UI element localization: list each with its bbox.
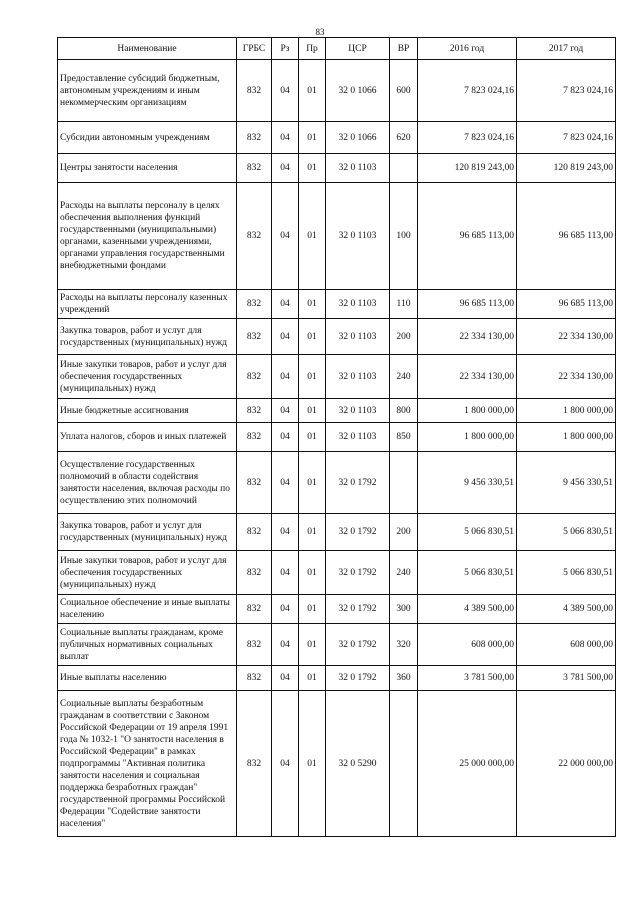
table-cell-name: Иные выплаты населению — [58, 666, 237, 691]
table-cell-2016: 22 334 130,00 — [418, 355, 517, 399]
table-row — [58, 290, 616, 319]
table-cell-2017: 1 800 000,00 — [517, 423, 616, 452]
table-cell-2017: 5 066 830,51 — [517, 514, 616, 551]
table-row — [58, 595, 616, 624]
table-cell-csr: 32 0 1103 — [326, 399, 390, 423]
table-cell-csr: 32 0 1792 — [326, 551, 390, 595]
table-row — [58, 666, 616, 691]
table-cell-rz: 04 — [272, 595, 299, 624]
table-cell-2017: 22 334 130,00 — [517, 319, 616, 355]
table-row — [58, 452, 616, 514]
table-cell-pr: 01 — [299, 551, 326, 595]
table-cell-rz: 04 — [272, 691, 299, 837]
table-cell-grbs: 832 — [237, 60, 272, 122]
table-cell-rz: 04 — [272, 122, 299, 154]
table-cell-grbs: 832 — [237, 154, 272, 183]
table-cell-csr: 32 0 1103 — [326, 183, 390, 290]
table-cell-name: Иные закупки товаров, работ и услуг для обеспечения государственных (муниципальных) нужд — [58, 551, 237, 595]
table-cell-2017: 7 823 024,16 — [517, 122, 616, 154]
col-header-grbs: ГРБС — [237, 38, 272, 60]
table-cell-pr: 01 — [299, 60, 326, 122]
table-cell-pr: 01 — [299, 452, 326, 514]
table-cell-grbs: 832 — [237, 624, 272, 666]
table-cell-csr: 32 0 1103 — [326, 154, 390, 183]
table-cell-rz: 04 — [272, 355, 299, 399]
table-cell-2016: 96 685 113,00 — [418, 290, 517, 319]
table-cell-grbs: 832 — [237, 355, 272, 399]
table-cell-vr: 800 — [390, 399, 418, 423]
table-cell-name: Центры занятости населения — [58, 154, 237, 183]
table-row — [58, 154, 616, 183]
table-cell-vr: 110 — [390, 290, 418, 319]
table-cell-name: Уплата налогов, сборов и иных платежей — [58, 423, 237, 452]
header-row — [58, 38, 616, 60]
table-cell-grbs: 832 — [237, 122, 272, 154]
table-cell-2017: 96 685 113,00 — [517, 290, 616, 319]
table-cell-name: Социальные выплаты гражданам, кроме публичных нормативных социальных выплат — [58, 624, 237, 666]
budget-table — [57, 37, 616, 837]
table-cell-csr: 32 0 1103 — [326, 290, 390, 319]
col-header-2016: 2016 год — [418, 38, 517, 60]
table-row — [58, 399, 616, 423]
table-cell-2017: 3 781 500,00 — [517, 666, 616, 691]
table-cell-name: Закупка товаров, работ и услуг для государственных (муниципальных) нужд — [58, 514, 237, 551]
table-cell-csr: 32 0 1792 — [326, 666, 390, 691]
table-cell-rz: 04 — [272, 290, 299, 319]
table-cell-2017: 5 066 830,51 — [517, 551, 616, 595]
table-cell-name: Субсидии автономным учреждениям — [58, 122, 237, 154]
table-cell-vr: 240 — [390, 551, 418, 595]
table-cell-pr: 01 — [299, 691, 326, 837]
table-cell-pr: 01 — [299, 319, 326, 355]
table-cell-2016: 5 066 830,51 — [418, 551, 517, 595]
table-cell-rz: 04 — [272, 624, 299, 666]
table-cell-2017: 96 685 113,00 — [517, 183, 616, 290]
table-cell-vr — [390, 691, 418, 837]
table-cell-2017: 22 000 000,00 — [517, 691, 616, 837]
table-cell-pr: 01 — [299, 595, 326, 624]
table-cell-2016: 5 066 830,51 — [418, 514, 517, 551]
table-cell-rz: 04 — [272, 399, 299, 423]
table-row — [58, 624, 616, 666]
table-cell-name: Расходы на выплаты персоналу в целях обеспечения выполнения функций государственными (муниципальными) органами, казенными учреждениями, органами управления государственными внебюджетными фондами — [58, 183, 237, 290]
table-cell-vr: 200 — [390, 319, 418, 355]
table-cell-pr: 01 — [299, 399, 326, 423]
table-cell-2016: 120 819 243,00 — [418, 154, 517, 183]
table-row — [58, 355, 616, 399]
table-cell-vr: 300 — [390, 595, 418, 624]
table-cell-2016: 9 456 330,51 — [418, 452, 517, 514]
table-cell-rz: 04 — [272, 452, 299, 514]
table-cell-pr: 01 — [299, 154, 326, 183]
table-cell-vr: 360 — [390, 666, 418, 691]
table-cell-pr: 01 — [299, 423, 326, 452]
table-cell-2017: 608 000,00 — [517, 624, 616, 666]
table-cell-csr: 32 0 5290 — [326, 691, 390, 837]
table-cell-2016: 7 823 024,16 — [418, 60, 517, 122]
table-row — [58, 423, 616, 452]
table-cell-2016: 1 800 000,00 — [418, 399, 517, 423]
table-cell-vr: 100 — [390, 183, 418, 290]
col-header-rz: Рз — [272, 38, 299, 60]
table-cell-csr: 32 0 1792 — [326, 514, 390, 551]
table-cell-pr: 01 — [299, 183, 326, 290]
table-cell-grbs: 832 — [237, 290, 272, 319]
table-cell-csr: 32 0 1066 — [326, 122, 390, 154]
table-cell-grbs: 832 — [237, 514, 272, 551]
table-row — [58, 183, 616, 290]
table-cell-vr — [390, 452, 418, 514]
table-cell-2016: 7 823 024,16 — [418, 122, 517, 154]
table-cell-csr: 32 0 1103 — [326, 423, 390, 452]
table-cell-rz: 04 — [272, 666, 299, 691]
table-cell-2016: 3 781 500,00 — [418, 666, 517, 691]
table-cell-vr: 600 — [390, 60, 418, 122]
col-header-name: Наименование — [58, 38, 237, 60]
table-cell-name: Иные бюджетные ассигнования — [58, 399, 237, 423]
table-cell-name: Иные закупки товаров, работ и услуг для обеспечения государственных (муниципальных) нужд — [58, 355, 237, 399]
table-row — [58, 60, 616, 122]
table-cell-rz: 04 — [272, 514, 299, 551]
table-cell-vr: 240 — [390, 355, 418, 399]
table-cell-2016: 22 334 130,00 — [418, 319, 517, 355]
table-cell-2017: 9 456 330,51 — [517, 452, 616, 514]
table-row — [58, 551, 616, 595]
table-cell-2016: 4 389 500,00 — [418, 595, 517, 624]
table-cell-2016: 25 000 000,00 — [418, 691, 517, 837]
table-cell-grbs: 832 — [237, 595, 272, 624]
table-cell-rz: 04 — [272, 423, 299, 452]
table-cell-grbs: 832 — [237, 183, 272, 290]
table-cell-rz: 04 — [272, 551, 299, 595]
table-cell-vr: 320 — [390, 624, 418, 666]
table-row — [58, 319, 616, 355]
table-cell-grbs: 832 — [237, 691, 272, 837]
table-cell-2017: 4 389 500,00 — [517, 595, 616, 624]
table-cell-rz: 04 — [272, 60, 299, 122]
table-cell-grbs: 832 — [237, 399, 272, 423]
table-cell-csr: 32 0 1792 — [326, 624, 390, 666]
table-cell-grbs: 832 — [237, 423, 272, 452]
table-cell-2016: 608 000,00 — [418, 624, 517, 666]
table-cell-grbs: 832 — [237, 452, 272, 514]
table-cell-grbs: 832 — [237, 319, 272, 355]
table-cell-pr: 01 — [299, 666, 326, 691]
table-cell-csr: 32 0 1103 — [326, 319, 390, 355]
table-row — [58, 514, 616, 551]
table-cell-name: Осуществление государственных полномочий в области содействия занятости населения, включая расходы по осуществлению этих полномочий — [58, 452, 237, 514]
table-cell-rz: 04 — [272, 183, 299, 290]
table-cell-vr: 620 — [390, 122, 418, 154]
table-cell-name: Социальное обеспечение и иные выплаты населению — [58, 595, 237, 624]
table-cell-csr: 32 0 1792 — [326, 452, 390, 514]
table-cell-2016: 96 685 113,00 — [418, 183, 517, 290]
table-cell-pr: 01 — [299, 624, 326, 666]
table-cell-pr: 01 — [299, 355, 326, 399]
col-header-pr: Пр — [299, 38, 326, 60]
table-cell-name: Расходы на выплаты персоналу казенных учреждений — [58, 290, 237, 319]
table-cell-2017: 1 800 000,00 — [517, 399, 616, 423]
table-cell-csr: 32 0 1792 — [326, 595, 390, 624]
table-cell-pr: 01 — [299, 514, 326, 551]
table-cell-vr — [390, 154, 418, 183]
col-header-csr: ЦСР — [326, 38, 390, 60]
table-row — [58, 691, 616, 837]
table-cell-pr: 01 — [299, 122, 326, 154]
table-cell-vr: 200 — [390, 514, 418, 551]
table-cell-name: Предоставление субсидий бюджетным, автономным учреждениям и иным некоммерческим организациям — [58, 60, 237, 122]
table-cell-name: Социальные выплаты безработным гражданам в соответствии с Законом Российской Федерации от 19 апреля 1991 года № 1032-1 "О занятости населения в Российской Федерации" в рамках подпрограммы "Активная политика занятости населения и социальная поддержка безработных граждан" государственной программы Российской Федерации "Содействие занятости населения" — [58, 691, 237, 837]
table-cell-2016: 1 800 000,00 — [418, 423, 517, 452]
table-cell-2017: 120 819 243,00 — [517, 154, 616, 183]
col-header-2017: 2017 год — [517, 38, 616, 60]
table-cell-2017: 7 823 024,16 — [517, 60, 616, 122]
table-cell-vr: 850 — [390, 423, 418, 452]
table-cell-rz: 04 — [272, 319, 299, 355]
table-cell-2017: 22 334 130,00 — [517, 355, 616, 399]
table-cell-csr: 32 0 1103 — [326, 355, 390, 399]
table-cell-rz: 04 — [272, 154, 299, 183]
page-number: 83 — [315, 27, 325, 37]
table-cell-name: Закупка товаров, работ и услуг для государственных (муниципальных) нужд — [58, 319, 237, 355]
col-header-vr: ВР — [390, 38, 418, 60]
table-cell-grbs: 832 — [237, 551, 272, 595]
table-row — [58, 122, 616, 154]
table-cell-csr: 32 0 1066 — [326, 60, 390, 122]
table-cell-pr: 01 — [299, 290, 326, 319]
table-cell-grbs: 832 — [237, 666, 272, 691]
